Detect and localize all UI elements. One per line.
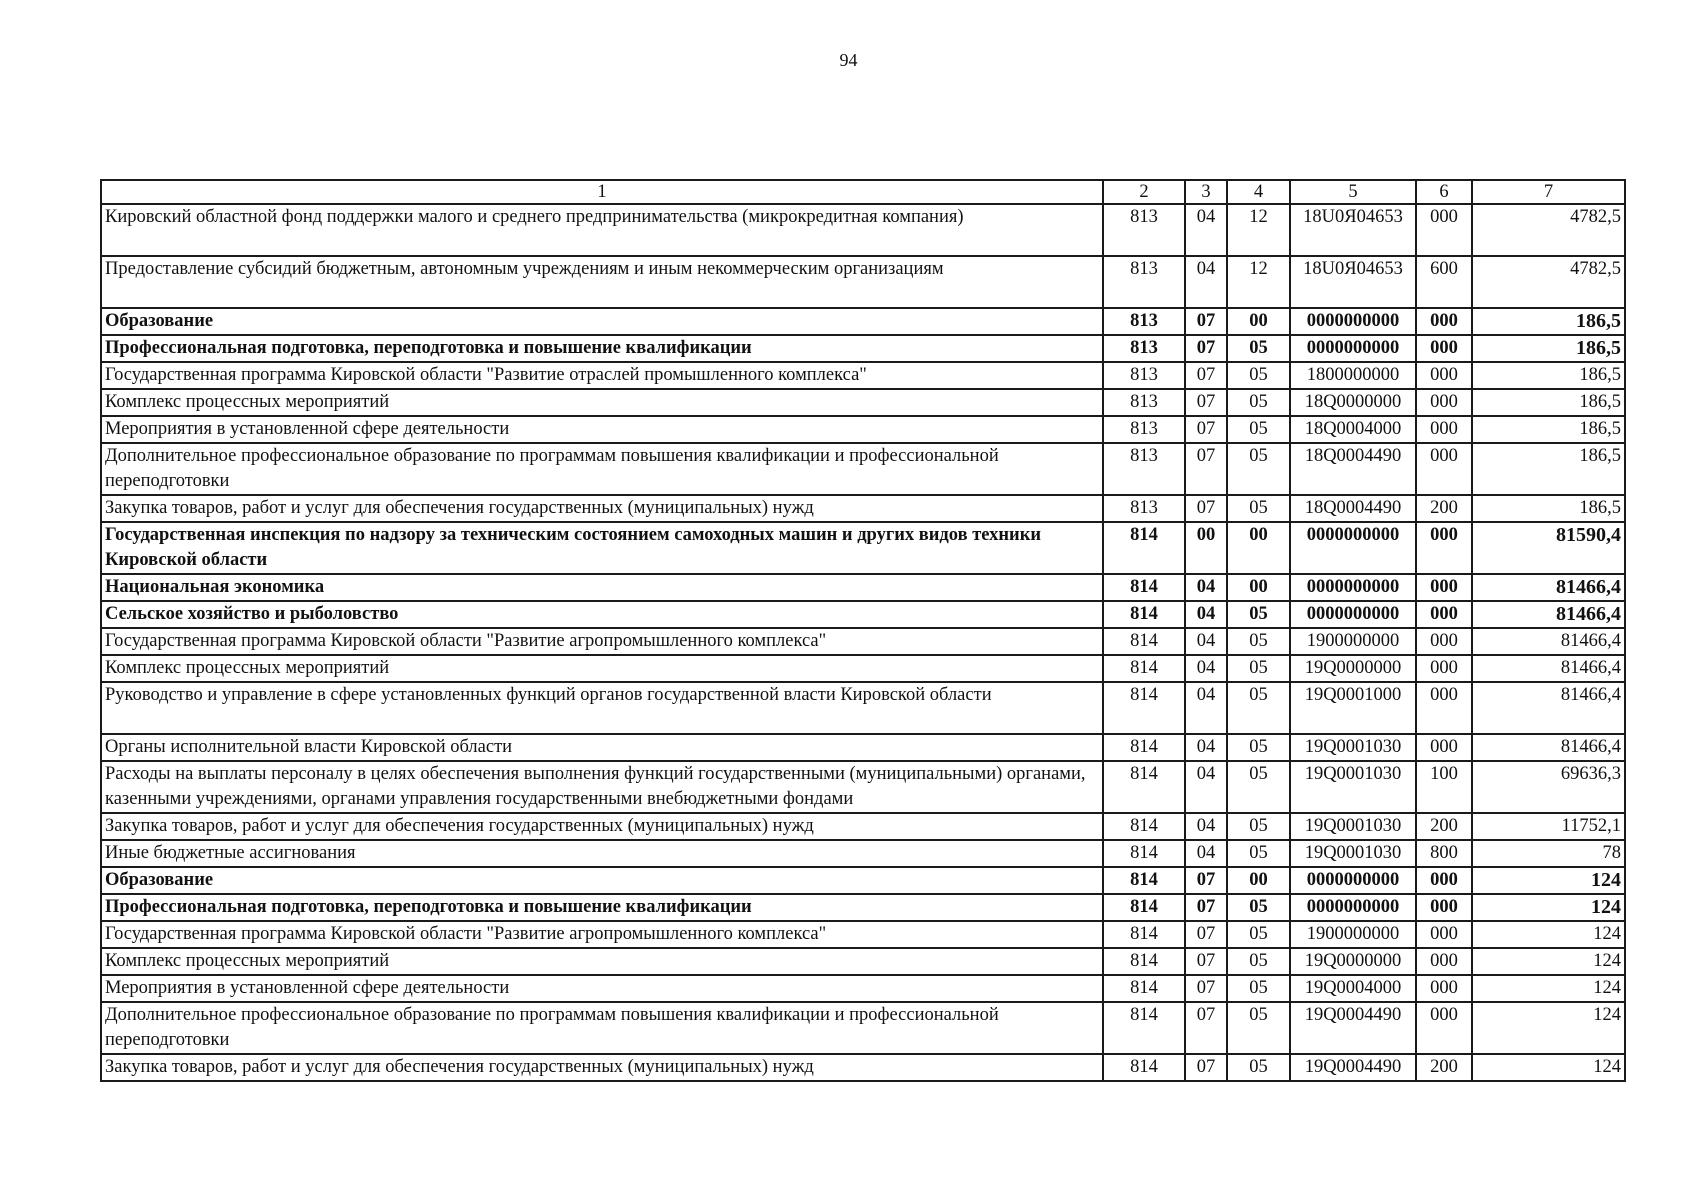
- row-col-5: 19Q0001000: [1290, 682, 1416, 734]
- row-col-2: 813: [1103, 256, 1185, 308]
- table-row: [101, 921, 1625, 948]
- row-col-4: 05: [1227, 416, 1290, 443]
- row-col-5: 18Q0004490: [1290, 495, 1416, 522]
- column-number-5: 5: [1290, 180, 1416, 204]
- row-col-6: 000: [1416, 362, 1472, 389]
- row-col-2: 814: [1103, 921, 1185, 948]
- row-col-5: 0000000000: [1290, 308, 1416, 335]
- table-row: [101, 655, 1625, 682]
- row-col-4: 12: [1227, 256, 1290, 308]
- row-col-3: 00: [1185, 522, 1227, 574]
- row-col-6: 100: [1416, 761, 1472, 813]
- row-amount: 186,5: [1472, 443, 1625, 495]
- row-name: Закупка товаров, работ и услуг для обеспечения государственных (муниципальных) нужд: [101, 1054, 1103, 1081]
- row-col-2: 814: [1103, 574, 1185, 601]
- row-col-2: 813: [1103, 204, 1185, 256]
- column-number-1: 1: [101, 180, 1103, 204]
- row-col-6: 200: [1416, 813, 1472, 840]
- row-col-5: 18Q0004000: [1290, 416, 1416, 443]
- row-name: Комплекс процессных мероприятий: [101, 389, 1103, 416]
- row-col-2: 814: [1103, 655, 1185, 682]
- row-col-3: 04: [1185, 204, 1227, 256]
- row-col-3: 04: [1185, 734, 1227, 761]
- row-col-5: 19Q0001030: [1290, 813, 1416, 840]
- row-col-4: 05: [1227, 443, 1290, 495]
- row-col-5: 1800000000: [1290, 362, 1416, 389]
- row-col-4: 05: [1227, 362, 1290, 389]
- row-col-4: 05: [1227, 495, 1290, 522]
- row-col-4: 05: [1227, 628, 1290, 655]
- row-col-6: 000: [1416, 921, 1472, 948]
- row-amount: 4782,5: [1472, 204, 1625, 256]
- row-amount: 186,5: [1472, 495, 1625, 522]
- row-col-5: 19Q0001030: [1290, 761, 1416, 813]
- row-col-5: 0000000000: [1290, 574, 1416, 601]
- table-row: [101, 522, 1625, 574]
- row-col-5: 18Q0000000: [1290, 389, 1416, 416]
- row-name: Органы исполнительной власти Кировской области: [101, 734, 1103, 761]
- row-amount: 81466,4: [1472, 574, 1625, 601]
- row-col-6: 000: [1416, 601, 1472, 628]
- row-name: Мероприятия в установленной сфере деятельности: [101, 975, 1103, 1002]
- row-col-2: 814: [1103, 1002, 1185, 1054]
- row-col-6: 000: [1416, 443, 1472, 495]
- row-col-3: 07: [1185, 416, 1227, 443]
- row-col-4: 05: [1227, 682, 1290, 734]
- row-amount: 186,5: [1472, 335, 1625, 362]
- table-row: [101, 495, 1625, 522]
- row-col-2: 813: [1103, 389, 1185, 416]
- row-col-4: 05: [1227, 894, 1290, 921]
- row-col-4: 05: [1227, 948, 1290, 975]
- row-col-2: 813: [1103, 495, 1185, 522]
- table-row: [101, 335, 1625, 362]
- row-name: Сельское хозяйство и рыболовство: [101, 601, 1103, 628]
- row-amount: 186,5: [1472, 308, 1625, 335]
- row-col-4: 05: [1227, 734, 1290, 761]
- table-row: [101, 601, 1625, 628]
- column-number-header-row: [101, 180, 1625, 204]
- row-amount: 124: [1472, 948, 1625, 975]
- row-col-5: 19Q0000000: [1290, 655, 1416, 682]
- row-col-3: 07: [1185, 335, 1227, 362]
- row-col-4: 00: [1227, 574, 1290, 601]
- row-col-3: 04: [1185, 761, 1227, 813]
- row-col-3: 04: [1185, 840, 1227, 867]
- row-col-4: 05: [1227, 335, 1290, 362]
- row-amount: 78: [1472, 840, 1625, 867]
- row-name: Мероприятия в установленной сфере деятельности: [101, 416, 1103, 443]
- row-name: Профессиональная подготовка, переподготовка и повышение квалификации: [101, 335, 1103, 362]
- row-name: Дополнительное профессиональное образование по программам повышения квалификации и профессиональной переподготовки: [101, 443, 1103, 495]
- row-name: Государственная программа Кировской области "Развитие агропромышленного комплекса": [101, 921, 1103, 948]
- budget-table: [100, 179, 1626, 1082]
- table-row: [101, 734, 1625, 761]
- row-col-4: 05: [1227, 389, 1290, 416]
- row-col-4: 05: [1227, 921, 1290, 948]
- table-row: [101, 443, 1625, 495]
- row-amount: 124: [1472, 1054, 1625, 1081]
- row-amount: 11752,1: [1472, 813, 1625, 840]
- row-amount: 124: [1472, 894, 1625, 921]
- row-col-6: 000: [1416, 682, 1472, 734]
- row-amount: 81466,4: [1472, 734, 1625, 761]
- row-name: Закупка товаров, работ и услуг для обеспечения государственных (муниципальных) нужд: [101, 813, 1103, 840]
- row-col-3: 04: [1185, 574, 1227, 601]
- row-col-6: 600: [1416, 256, 1472, 308]
- row-col-5: 18Q0004490: [1290, 443, 1416, 495]
- row-col-5: 0000000000: [1290, 601, 1416, 628]
- row-col-6: 000: [1416, 308, 1472, 335]
- table-row: [101, 256, 1625, 308]
- table-row: [101, 867, 1625, 894]
- row-name: Расходы на выплаты персоналу в целях обеспечения выполнения функций государственными (муниципальными) органами, казенными учреждениями, органами управления государственными внебюджетными фондами: [101, 761, 1103, 813]
- row-amount: 69636,3: [1472, 761, 1625, 813]
- row-col-2: 814: [1103, 948, 1185, 975]
- row-col-3: 07: [1185, 1054, 1227, 1081]
- row-name: Государственная инспекция по надзору за техническим состоянием самоходных машин и других видов техники Кировской области: [101, 522, 1103, 574]
- row-col-4: 05: [1227, 761, 1290, 813]
- row-col-2: 814: [1103, 628, 1185, 655]
- table-row: [101, 1002, 1625, 1054]
- row-col-4: 05: [1227, 655, 1290, 682]
- row-col-6: 000: [1416, 628, 1472, 655]
- table-row: [101, 308, 1625, 335]
- table-row: [101, 894, 1625, 921]
- table-row: [101, 948, 1625, 975]
- row-col-3: 04: [1185, 655, 1227, 682]
- row-amount: 186,5: [1472, 389, 1625, 416]
- row-col-3: 07: [1185, 1002, 1227, 1054]
- row-col-2: 814: [1103, 867, 1185, 894]
- row-amount: 81466,4: [1472, 628, 1625, 655]
- table-row: [101, 1054, 1625, 1081]
- row-name: Комплекс процессных мероприятий: [101, 948, 1103, 975]
- row-col-5: 18U0Я04653: [1290, 204, 1416, 256]
- table-row: [101, 840, 1625, 867]
- row-col-2: 814: [1103, 761, 1185, 813]
- row-col-6: 000: [1416, 734, 1472, 761]
- row-col-2: 814: [1103, 975, 1185, 1002]
- row-col-4: 00: [1227, 308, 1290, 335]
- row-name: Образование: [101, 308, 1103, 335]
- row-amount: 81590,4: [1472, 522, 1625, 574]
- row-col-2: 814: [1103, 840, 1185, 867]
- table-row: [101, 628, 1625, 655]
- row-col-3: 04: [1185, 682, 1227, 734]
- row-name: Иные бюджетные ассигнования: [101, 840, 1103, 867]
- table-row: [101, 416, 1625, 443]
- column-number-7: 7: [1472, 180, 1625, 204]
- row-amount: 124: [1472, 921, 1625, 948]
- row-col-3: 07: [1185, 495, 1227, 522]
- row-col-5: 0000000000: [1290, 894, 1416, 921]
- row-col-3: 07: [1185, 362, 1227, 389]
- row-col-5: 19Q0004000: [1290, 975, 1416, 1002]
- row-col-3: 04: [1185, 601, 1227, 628]
- table-row: [101, 204, 1625, 256]
- row-col-4: 05: [1227, 1054, 1290, 1081]
- page-number: 94: [839, 50, 858, 70]
- row-col-6: 800: [1416, 840, 1472, 867]
- row-col-3: 07: [1185, 894, 1227, 921]
- row-name: Закупка товаров, работ и услуг для обеспечения государственных (муниципальных) нужд: [101, 495, 1103, 522]
- table-row: [101, 761, 1625, 813]
- row-col-4: 05: [1227, 975, 1290, 1002]
- row-col-3: 04: [1185, 256, 1227, 308]
- row-col-6: 000: [1416, 975, 1472, 1002]
- row-col-3: 04: [1185, 813, 1227, 840]
- row-col-5: 19Q0000000: [1290, 948, 1416, 975]
- row-col-5: 19Q0001030: [1290, 840, 1416, 867]
- row-amount: 124: [1472, 1002, 1625, 1054]
- row-amount: 81466,4: [1472, 655, 1625, 682]
- column-number-3: 3: [1185, 180, 1227, 204]
- row-col-6: 200: [1416, 495, 1472, 522]
- row-col-5: 19Q0004490: [1290, 1054, 1416, 1081]
- row-amount: 124: [1472, 975, 1625, 1002]
- column-number-4: 4: [1227, 180, 1290, 204]
- row-col-5: 1900000000: [1290, 628, 1416, 655]
- row-col-5: 0000000000: [1290, 522, 1416, 574]
- row-amount: 4782,5: [1472, 256, 1625, 308]
- row-col-2: 814: [1103, 734, 1185, 761]
- row-col-2: 813: [1103, 416, 1185, 443]
- row-amount: 124: [1472, 867, 1625, 894]
- table-row: [101, 813, 1625, 840]
- row-col-4: 05: [1227, 813, 1290, 840]
- row-col-3: 07: [1185, 308, 1227, 335]
- row-col-5: 19Q0001030: [1290, 734, 1416, 761]
- table-row: [101, 574, 1625, 601]
- row-name: Образование: [101, 867, 1103, 894]
- row-col-2: 814: [1103, 1054, 1185, 1081]
- column-number-6: 6: [1416, 180, 1472, 204]
- column-number-2: 2: [1103, 180, 1185, 204]
- row-col-6: 000: [1416, 948, 1472, 975]
- row-amount: 186,5: [1472, 362, 1625, 389]
- row-name: Государственная программа Кировской области "Развитие агропромышленного комплекса": [101, 628, 1103, 655]
- row-col-6: 000: [1416, 204, 1472, 256]
- row-col-5: 0000000000: [1290, 867, 1416, 894]
- row-col-6: 000: [1416, 655, 1472, 682]
- budget-table-body: [101, 180, 1625, 1081]
- row-col-3: 07: [1185, 867, 1227, 894]
- row-col-5: 18U0Я04653: [1290, 256, 1416, 308]
- row-col-3: 07: [1185, 921, 1227, 948]
- row-name: Государственная программа Кировской области "Развитие отраслей промышленного комплекса": [101, 362, 1103, 389]
- row-col-6: 000: [1416, 522, 1472, 574]
- row-col-3: 07: [1185, 389, 1227, 416]
- row-col-4: 12: [1227, 204, 1290, 256]
- row-col-4: 00: [1227, 867, 1290, 894]
- row-col-3: 07: [1185, 443, 1227, 495]
- row-col-4: 00: [1227, 522, 1290, 574]
- row-col-5: 1900000000: [1290, 921, 1416, 948]
- row-col-6: 000: [1416, 574, 1472, 601]
- row-col-6: 200: [1416, 1054, 1472, 1081]
- row-col-6: 000: [1416, 867, 1472, 894]
- row-col-3: 07: [1185, 975, 1227, 1002]
- row-col-4: 05: [1227, 1002, 1290, 1054]
- row-col-2: 813: [1103, 362, 1185, 389]
- row-col-2: 813: [1103, 335, 1185, 362]
- row-col-4: 05: [1227, 601, 1290, 628]
- row-col-6: 000: [1416, 894, 1472, 921]
- row-amount: 81466,4: [1472, 601, 1625, 628]
- row-col-2: 814: [1103, 522, 1185, 574]
- row-col-2: 813: [1103, 308, 1185, 335]
- row-col-2: 813: [1103, 443, 1185, 495]
- table-row: [101, 389, 1625, 416]
- row-col-2: 814: [1103, 813, 1185, 840]
- row-name: Комплекс процессных мероприятий: [101, 655, 1103, 682]
- table-row: [101, 362, 1625, 389]
- row-col-3: 07: [1185, 948, 1227, 975]
- row-col-2: 814: [1103, 682, 1185, 734]
- row-col-2: 814: [1103, 601, 1185, 628]
- row-name: Дополнительное профессиональное образование по программам повышения квалификации и профессиональной переподготовки: [101, 1002, 1103, 1054]
- row-col-6: 000: [1416, 335, 1472, 362]
- row-col-6: 000: [1416, 389, 1472, 416]
- row-amount: 186,5: [1472, 416, 1625, 443]
- row-col-2: 814: [1103, 894, 1185, 921]
- row-name: Предоставление субсидий бюджетным, автономным учреждениям и иным некоммерческим организациям: [101, 256, 1103, 308]
- row-amount: 81466,4: [1472, 682, 1625, 734]
- row-name: Профессиональная подготовка, переподготовка и повышение квалификации: [101, 894, 1103, 921]
- row-name: Кировский областной фонд поддержки малого и среднего предпринимательства (микрокредитная компания): [101, 204, 1103, 256]
- row-col-5: 19Q0004490: [1290, 1002, 1416, 1054]
- row-col-5: 0000000000: [1290, 335, 1416, 362]
- row-col-3: 04: [1185, 628, 1227, 655]
- table-row: [101, 682, 1625, 734]
- row-name: Национальная экономика: [101, 574, 1103, 601]
- row-col-6: 000: [1416, 416, 1472, 443]
- row-name: Руководство и управление в сфере установленных функций органов государственной власти Кировской области: [101, 682, 1103, 734]
- row-col-4: 05: [1227, 840, 1290, 867]
- row-col-6: 000: [1416, 1002, 1472, 1054]
- table-row: [101, 975, 1625, 1002]
